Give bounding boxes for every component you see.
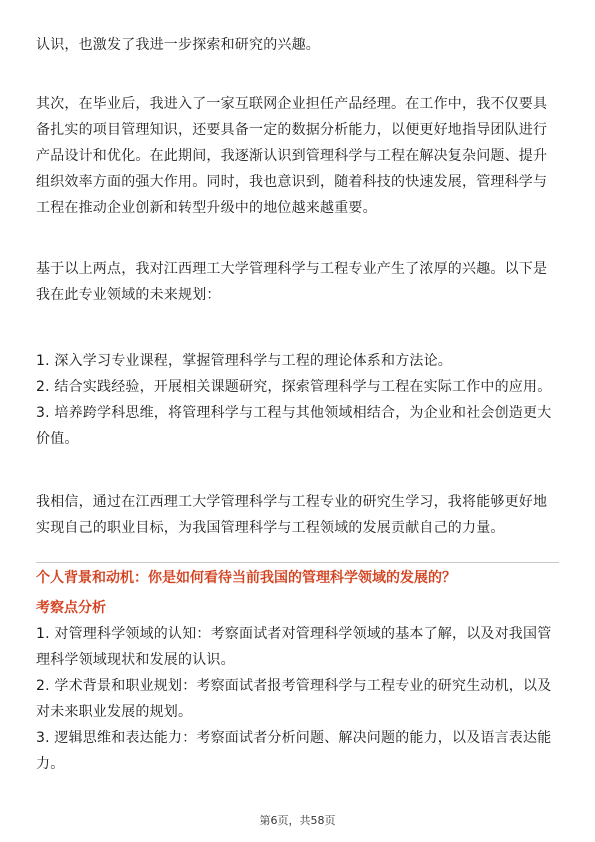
- text-line: 基于以上两点，我对江西理工大学管理科学与工程专业产生了浓厚的兴趣。以下是: [36, 261, 548, 277]
- section-divider: [36, 562, 559, 563]
- work-experience-paragraph: [36, 91, 561, 221]
- text-line: 组织效率方面的强大作用。同时，我也意识到，随着科技的快速发展，管理科学与: [36, 174, 548, 190]
- list-item: 3. 逻辑思维和表达能力：考察面试者分析问题、解决问题的能力，以及语言表达能: [36, 730, 552, 746]
- conclusion-paragraph: [36, 489, 561, 541]
- list-item: 对未来职业发展的规划。: [36, 704, 193, 720]
- list-item: 2. 结合实践经验，开展相关课题研究，探索管理科学与工程在实际工作中的应用。: [36, 379, 552, 395]
- list-item: 1. 深入学习专业课程，掌握管理科学与工程的理论体系和方法论。: [36, 353, 453, 369]
- text-line: 我在此专业领域的未来规划：: [36, 287, 221, 303]
- text-line: 其次，在毕业后，我进入了一家互联网企业担任产品经理。在工作中，我不仅要具: [36, 96, 548, 112]
- text-line: 备扎实的项目管理知识，还要具备一定的数据分析能力，以便更好地指导团队进行: [36, 122, 548, 138]
- text-line: 工程在推动企业创新和转型升级中的地位越来越重要。: [36, 200, 377, 216]
- list-item: 2. 学术背景和职业规划：考察面试者报考管理科学与工程专业的研究生动机，以及: [36, 678, 552, 694]
- question-title: 个人背景和动机：你是如何看待当前我国的管理科学领域的发展的？: [36, 570, 456, 586]
- list-item: 1. 对管理科学领域的认知：考察面试者对管理科学领域的基本了解，以及对我国管: [36, 626, 552, 642]
- list-item: 价值。: [36, 431, 79, 447]
- list-item: 力。: [36, 756, 65, 772]
- text-line: 实现自己的职业目标，为我国管理科学与工程领域的发展贡献自己的力量。: [36, 520, 505, 536]
- text-line: 产品设计和优化。在此期间，我逐渐认识到管理科学与工程在解决复杂问题、提升: [36, 148, 548, 164]
- text-line: 我相信，通过在江西理工大学管理科学与工程专业的研究生学习，我将能够更好地: [36, 494, 548, 510]
- interest-paragraph: [36, 256, 561, 308]
- future-plan-list: [36, 348, 561, 452]
- analysis-heading: 考察点分析: [36, 600, 106, 616]
- page-number: 第6页，共58页: [259, 814, 336, 827]
- text-line: 认识，也激发了我进一步探索和研究的兴趣。: [36, 37, 320, 53]
- continuation-paragraph: [36, 32, 561, 58]
- analysis-list: [36, 621, 561, 777]
- list-item: 3. 培养跨学科思维，将管理科学与工程与其他领域相结合，为企业和社会创造更大: [36, 405, 552, 421]
- list-item: 理科学领域现状和发展的认识。: [36, 652, 235, 668]
